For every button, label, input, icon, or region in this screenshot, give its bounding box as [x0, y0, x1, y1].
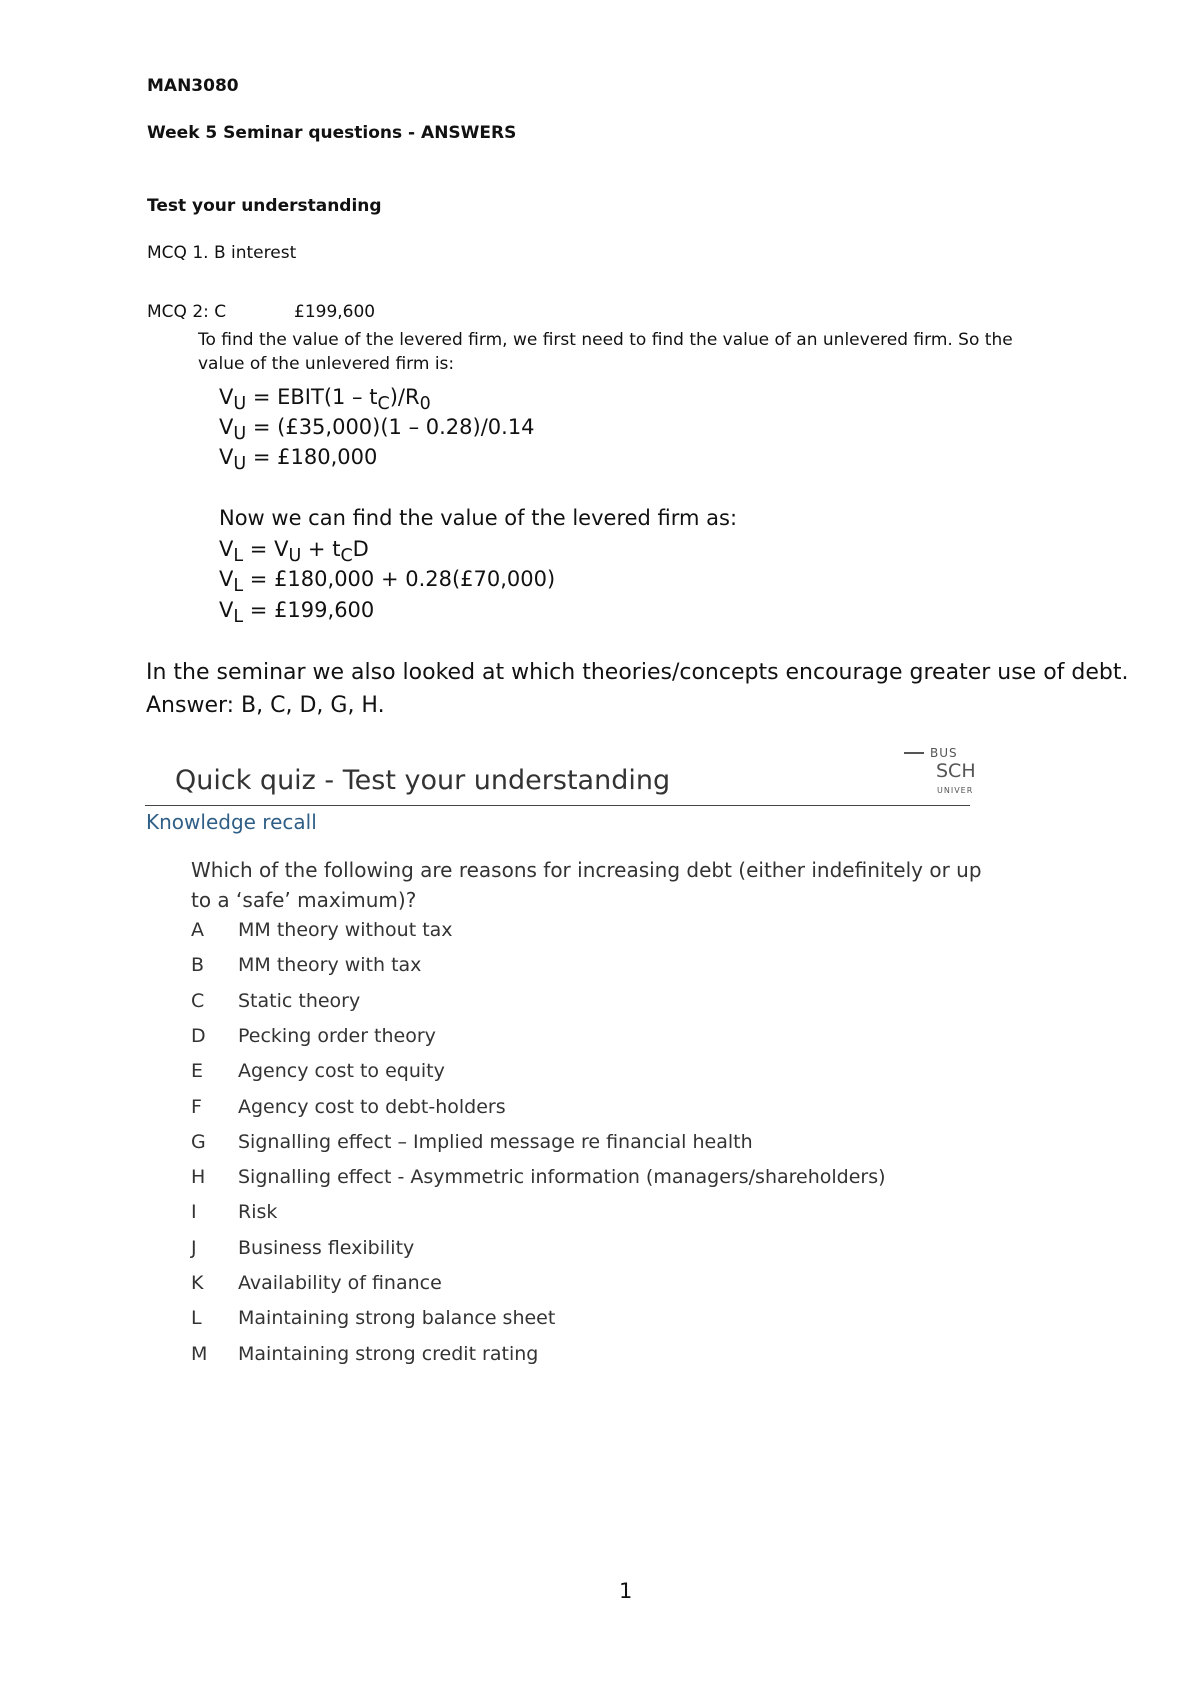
unlevered-eq-3: $V_U$ = £180,000 [219, 445, 378, 475]
option-text: Availability of finance [238, 1272, 442, 1294]
slide-divider [145, 805, 970, 806]
option-letter: L [191, 1307, 202, 1329]
option-letter: D [191, 1025, 206, 1047]
option-letter: H [191, 1166, 206, 1188]
option-text: Agency cost to equity [238, 1060, 445, 1082]
subscript: U [233, 424, 247, 445]
subscript: U [233, 394, 247, 415]
option-text: Pecking order theory [238, 1025, 436, 1047]
option-letter: J [191, 1237, 197, 1259]
option-text: Business flexibility [238, 1237, 415, 1259]
option-letter: A [191, 919, 204, 941]
subscript: L [233, 607, 244, 628]
eq-text: = EBIT(1 – t [246, 385, 378, 409]
mcq2-label: MCQ 2: C [147, 302, 227, 322]
eq-text: + t [301, 537, 341, 561]
levered-intro: Now we can find the value of the levered firm as: [219, 506, 738, 530]
mcq2-explanation-line2: value of the unlevered firm is: [198, 354, 455, 374]
option-letter: M [191, 1343, 208, 1365]
subscript: L [233, 576, 244, 597]
eq-text: = £180,000 + 0.28(£70,000) [243, 567, 556, 591]
slide-question-line2: to a ‘safe’ maximum)? [191, 888, 417, 912]
logo-mark [904, 752, 924, 754]
unlevered-eq-2: $V_U$ = (£35,000)(1 – 0.28)/0.14 [219, 415, 535, 445]
option-letter: K [191, 1272, 204, 1294]
option-letter: B [191, 954, 205, 976]
subscript: U [288, 546, 302, 567]
unlevered-eq-1: $V_U$ = EBIT(1 – $t_C)/R_0$ [219, 385, 431, 415]
logo-line3: UNIVER [937, 786, 974, 795]
option-letter: F [191, 1096, 202, 1118]
subscript: U [233, 454, 247, 475]
option-text: Maintaining strong balance sheet [238, 1307, 556, 1329]
eq-text: = (£35,000)(1 – 0.28)/0.14 [246, 415, 535, 439]
seminar-answer: Answer: B, C, D, G, H. [146, 693, 385, 718]
eq-text: = £180,000 [246, 445, 378, 469]
option-letter: I [191, 1201, 197, 1223]
eq-text: = V [243, 537, 289, 561]
section-heading: Test your understanding [147, 196, 382, 216]
mcq1-answer: MCQ 1. B interest [147, 243, 297, 263]
mcq2-explanation-line1: To find the value of the levered firm, we first need to find the value of an unlevered firm. So the [198, 330, 1013, 350]
option-text: Signalling effect - Asymmetric information (managers/shareholders) [238, 1166, 886, 1188]
option-text: MM theory with tax [238, 954, 422, 976]
levered-eq-1: $V_L = V_U + t_CD$ [219, 537, 369, 567]
document-title: Week 5 Seminar questions - ANSWERS [147, 123, 517, 143]
eq-text: )/R [389, 385, 420, 409]
levered-eq-3: $V_L$ = £199,600 [219, 598, 375, 628]
option-text: MM theory without tax [238, 919, 453, 941]
slide-title: Quick quiz - Test your understanding [175, 765, 671, 796]
eq-text: = £199,600 [243, 598, 375, 622]
option-text: Agency cost to debt-holders [238, 1096, 506, 1118]
subscript: 0 [419, 394, 431, 415]
subscript: C [340, 546, 353, 567]
levered-eq-2: $V_L$ = £180,000 + 0.28(£70,000) [219, 567, 556, 597]
seminar-text: In the seminar we also looked at which theories/concepts encourage greater use of debt. [146, 660, 1129, 685]
university-logo [904, 748, 974, 798]
option-letter: G [191, 1131, 206, 1153]
option-text: Static theory [238, 990, 361, 1012]
slide-question-line1: Which of the following are reasons for increasing debt (either indefinitely or up [191, 858, 982, 882]
slide-subtitle: Knowledge recall [146, 810, 317, 834]
eq-text: D [352, 537, 369, 561]
subscript: L [233, 546, 244, 567]
option-letter: E [191, 1060, 204, 1082]
option-text: Risk [238, 1201, 278, 1223]
course-code: MAN3080 [147, 76, 239, 96]
logo-line1: BUS [930, 746, 958, 760]
page-number: 1 [619, 1579, 633, 1603]
subscript: C [377, 394, 390, 415]
option-text: Maintaining strong credit rating [238, 1343, 539, 1365]
option-text: Signalling effect – Implied message re financial health [238, 1131, 753, 1153]
mcq2-answer: £199,600 [294, 302, 376, 322]
option-letter: C [191, 990, 205, 1012]
logo-line2: SCH [936, 760, 976, 782]
